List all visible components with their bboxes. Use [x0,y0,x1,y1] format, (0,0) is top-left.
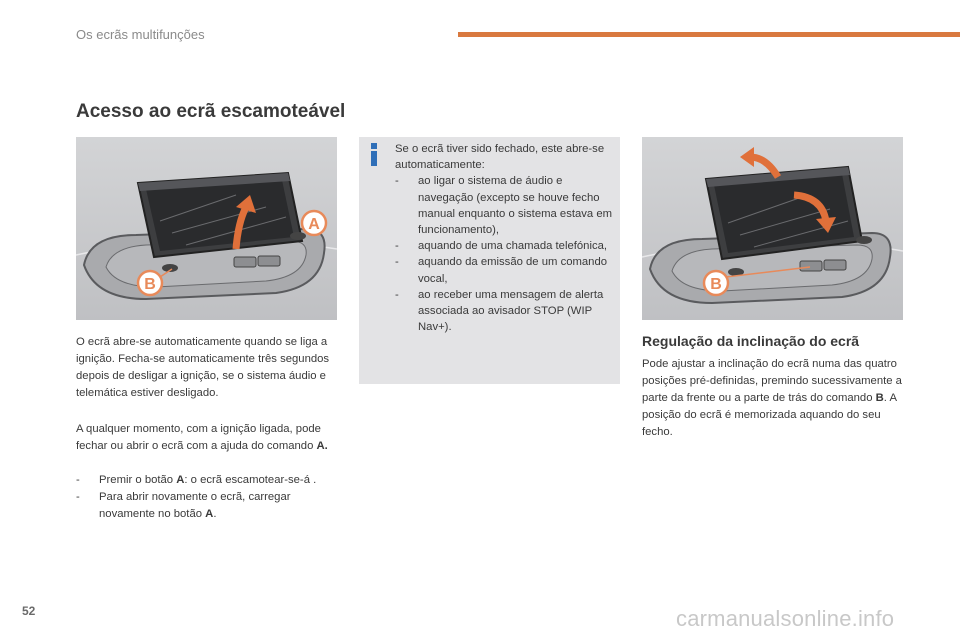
info-box-text [395,141,615,335]
list-item: - aquando de uma chamada telefónica, [395,240,608,253]
screen-tilt-illustration [642,137,903,320]
control-b-ref: B [875,392,884,404]
list-item: - ao ligar o sistema de áudio e navegação (excepto se houve fecho manual enquanto o sistema estava em funcionamento), [395,175,613,237]
manual-control-paragraph: A qualquer momento, com a ignição ligada, pode fechar ou abrir o ecrã com a ajuda do comando A. [76,423,328,452]
info-conditions-list [395,173,615,335]
list-item: - Premir o botão A: o ecrã escamotear-se-á . [76,474,317,486]
list-item: - ao receber uma mensagem de alerta associada ao avisador STOP (WIP Nav+). [395,288,604,334]
control-a-instructions [76,472,344,523]
header-accent-bar [458,32,960,37]
tilt-adjust-illustration [642,137,903,320]
info-box [359,137,620,384]
retractable-screen-illustration [76,137,337,320]
control-a-ref: A. [316,440,328,452]
page-title: Acesso ao ecrã escamoteável [76,101,346,122]
auto-open-paragraph: O ecrã abre-se automaticamente quando se liga a ignição. Fecha-se automaticamente três segundos depois de desligar a ignição, se o sistema áudio e telemática estiver desligado. [76,336,330,399]
info-intro: Se o ecrã tiver sido fechado, este abre-se automaticamente: [395,143,605,172]
list-item: - Para abrir novamente o ecrã, carregar novamente no botão A. [76,491,291,520]
tilt-section-title: Regulação da inclinação do ecrã [642,333,860,349]
screen-open-illustration [76,137,337,320]
callout-label-b: B [144,276,156,293]
info-icon [367,143,381,167]
section-header-title: Os ecrãs multifunções [76,27,205,42]
callout-label-a: A [308,216,320,233]
page-number: 52 [22,604,36,618]
callout-label-b: B [710,276,722,293]
list-item: - aquando da emissão de um comando vocal, [395,256,608,285]
watermark: carmanualsonline.info [676,606,895,631]
tilt-paragraph: Pode ajustar a inclinação do ecrã numa das quatro posições pré-definidas, premindo sucessivamente a parte da frente ou a parte de trás do comando B. A posição do ecrã é memorizada aquando do seu fecho. [642,358,902,438]
